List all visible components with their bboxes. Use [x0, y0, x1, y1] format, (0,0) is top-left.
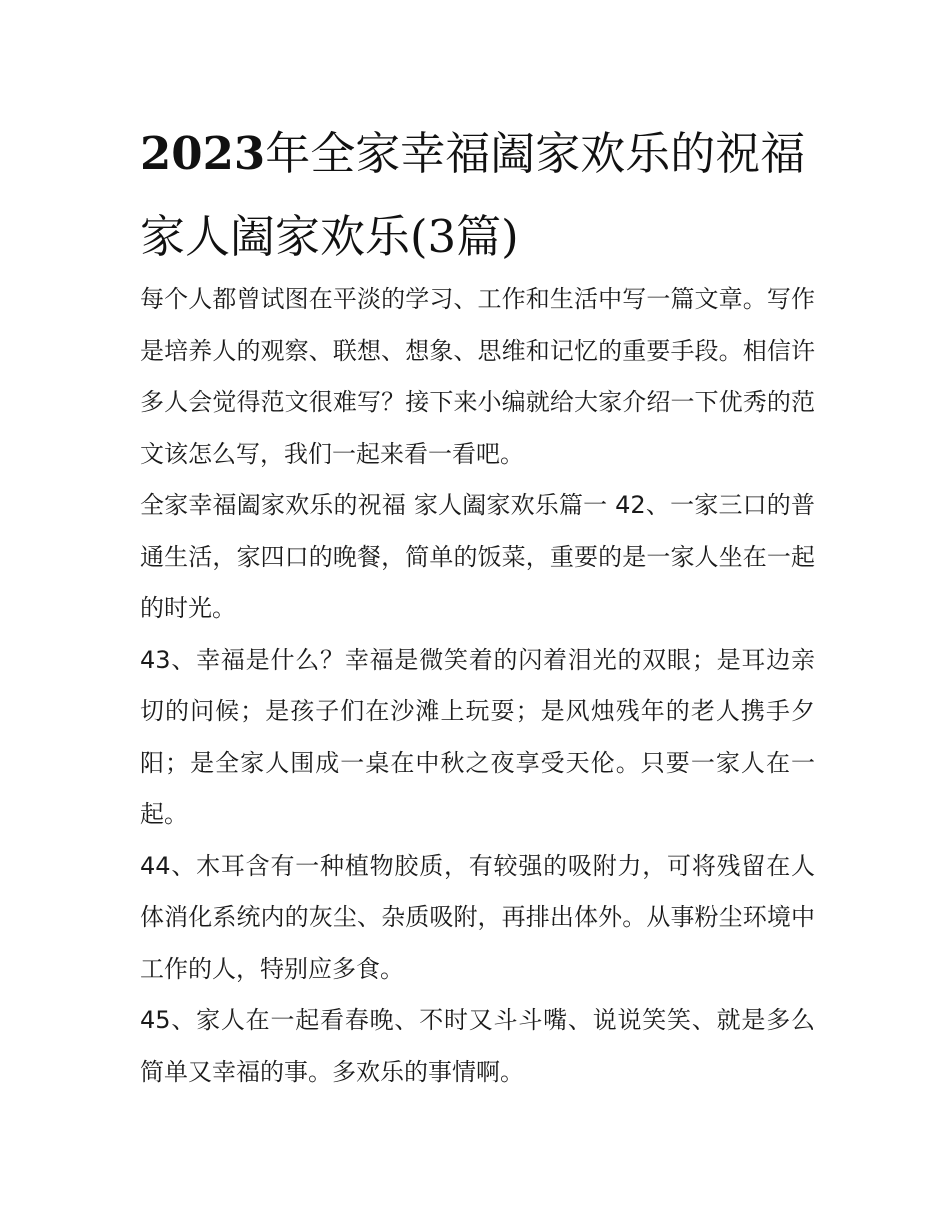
document-body [140, 274, 815, 1098]
title-text: 年全家幸福阖家欢乐的祝福 家人阖家欢乐(3篇) [140, 127, 806, 263]
paragraph-44: 44、木耳含有一种植物胶质，有较强的吸附力，可将残留在人体消化系统内的灰尘、杂质吸附，再排出体外。从事粉尘环境中工作的人，特别应多食。 [140, 851, 815, 983]
paragraph-43: 43、幸福是什么？幸福是微笑着的闪着泪光的双眼；是耳边亲切的问候；是孩子们在沙滩上玩耍；是风烛残年的老人携手夕阳；是全家人围成一桌在中秋之夜享受天伦。只要一家人在一起。 [140, 645, 815, 828]
intro-paragraph: 每个人都曾试图在平淡的学习、工作和生活中写一篇文章。写作是培养人的观察、联想、想象、思维和记忆的重要手段。相信许多人会觉得范文很难写？接下来小编就给大家介绍一下优秀的范文该怎么写，我们一起来看一看吧。 [140, 285, 815, 468]
title-year: 2023 [140, 127, 266, 180]
paragraph-45: 45、家人在一起看春晚、不时又斗斗嘴、说说笑笑、就是多么简单又幸福的事。多欢乐的事情啊。 [140, 1006, 815, 1086]
paragraph-42: 全家幸福阖家欢乐的祝福 家人阖家欢乐篇一 42、一家三口的普通生活，家四口的晚餐，简单的饭菜，重要的是一家人坐在一起的时光。 [140, 491, 815, 622]
document-title [140, 112, 820, 278]
